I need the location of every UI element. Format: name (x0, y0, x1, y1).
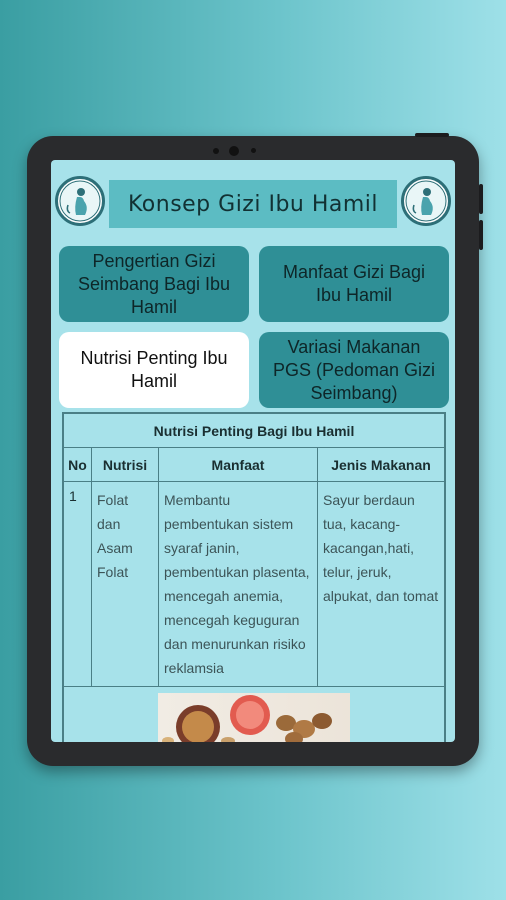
table-row-image (64, 687, 445, 743)
nutrition-table (63, 413, 445, 742)
app-screen (51, 160, 455, 742)
cell-nutrisi: Folat dan Asam Folat (92, 482, 159, 687)
food-image-cell (64, 687, 445, 743)
menu-manfaat-label: Manfaat Gizi Bagi Ibu Hamil (282, 262, 426, 305)
tablet-frame (27, 136, 479, 766)
nutrition-table-container[interactable] (62, 412, 446, 742)
pregnant-woman-icon (404, 179, 448, 223)
app-logo-left (55, 176, 105, 226)
menu-variasi-label: Variasi Makanan PGS (Pedoman Gizi Seimbang) (272, 336, 436, 403)
menu-pengertian-label: Pengertian Gizi Seimbang Bagi Ibu Hamil (77, 250, 231, 317)
page-title (109, 180, 397, 228)
front-camera-icon (229, 146, 239, 156)
table-caption: Nutrisi Penting Bagi Ibu Hamil (64, 414, 445, 448)
menu-nutrisi-label: Nutrisi Penting Ibu Hamil (80, 348, 228, 391)
camera-dot (213, 148, 219, 154)
menu-manfaat-button[interactable] (259, 246, 449, 322)
header-manfaat: Manfaat (159, 448, 318, 482)
cell-no: 1 (64, 482, 92, 687)
app-logo-right (401, 176, 451, 226)
menu-variasi-button[interactable] (259, 332, 449, 408)
cell-manfaat: Membantu pembentukan sistem syaraf janin, pembentukan plasenta, mencegah anemia, mencegah keguguran dan menurunkan risiko reklamsia (159, 482, 318, 687)
menu-pengertian-button[interactable] (59, 246, 249, 322)
header-nutrisi: Nutrisi (92, 448, 159, 482)
menu-nutrisi-button[interactable] (59, 332, 249, 408)
cell-jenis-makanan: Sayur berdaun tua, kacang-kacangan,hati, telur, jeruk, alpukat, dan tomat (318, 482, 445, 687)
volume-down-button (479, 220, 483, 250)
food-image (158, 693, 350, 742)
sensor-dot (251, 148, 256, 153)
pregnant-woman-icon (58, 179, 102, 223)
food-photo-illustration (158, 693, 350, 742)
table-row (64, 482, 445, 687)
power-button (415, 133, 449, 137)
volume-up-button (479, 184, 483, 214)
page-title-text: Konsep Gizi Ibu Hamil (127, 191, 379, 217)
header-no: No (64, 448, 92, 482)
header-jenis-makanan: Jenis Makanan (318, 448, 445, 482)
